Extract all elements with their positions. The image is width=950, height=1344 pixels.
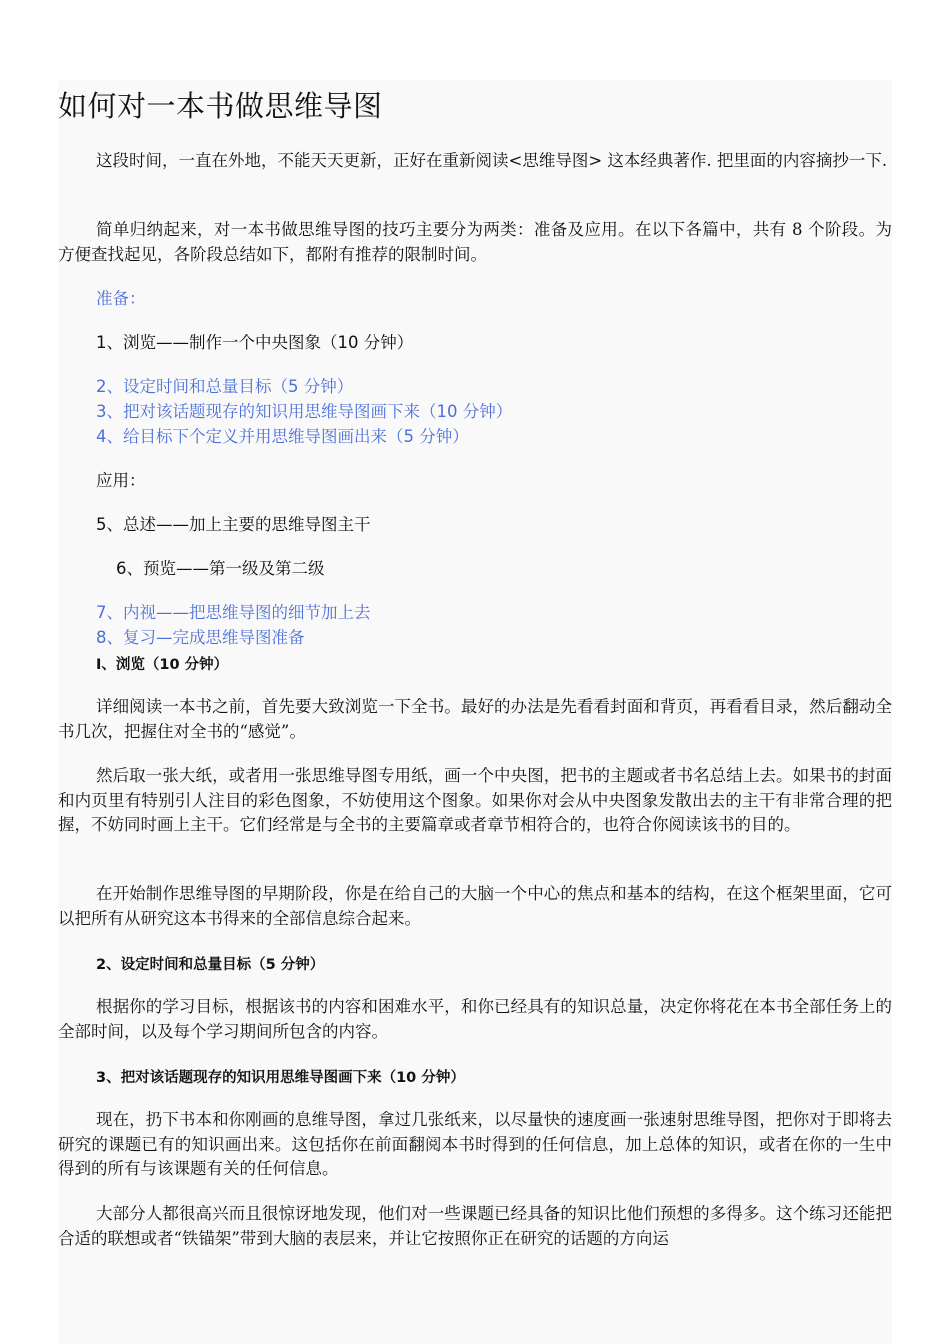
step-2-link[interactable]: 2、设定时间和总量目标（5 分钟） xyxy=(96,377,354,396)
section-2-heading: 2、设定时间和总量目标（5 分钟） xyxy=(96,957,325,973)
apply-label: 应用： xyxy=(96,471,146,490)
intro-paragraph-1: 这段时间，一直在外地，不能天天更新，正好在重新阅读<思维导图> 这本经典著作. 把里面的内容摘抄一下. xyxy=(96,151,888,170)
section-1-paragraph-3: 在开始制作思维导图的早期阶段，你是在给自己的大脑一个中心的焦点和基本的结构，在这个框架里面，它可以把所有从研究这本书得来的全部信息综合起来。 xyxy=(58,884,892,928)
document-title: 如何对一本书做思维导图 xyxy=(58,89,383,123)
section-1-heading: I、浏览（10 分钟） xyxy=(96,657,229,673)
step-7-link[interactable]: 7、内视——把思维导图的细节加上去 xyxy=(96,603,371,622)
section-3-paragraph-2: 大部分人都很高兴而且很惊讶地发现，他们对一些课题已经具备的知识比他们预想的多得多。这个练习还能把合适的联想或者“铁锚架”带到大脑的表层来，并让它按照你正在研究的话题的方向运 xyxy=(58,1204,892,1248)
section-1-paragraph-1: 详细阅读一本书之前，首先要大致浏览一下全书。最好的办法是先看看封面和背页，再看看目录，然后翻动全书几次，把握住对全书的“感觉”。 xyxy=(58,697,892,741)
section-3-paragraph-1: 现在，扔下书本和你刚画的息维导图，拿过几张纸来，以尽量快的速度画一张速射思维导图，把你对于即将去研究的课题已有的知识画出来。这包括你在前面翻阅本书时得到的任何信息，加上总体的知识，或者在你的一生中得到的所有与该课题有关的任何信息。 xyxy=(58,1110,892,1178)
step-8-link[interactable]: 8、复习—完成思维导图准备 xyxy=(96,628,305,647)
step-3-link[interactable]: 3、把对该话题现存的知识用思维导图画下来（10 分钟） xyxy=(96,402,513,421)
step-6: 6、预览——第一级及第二级 xyxy=(116,559,325,578)
step-4-link[interactable]: 4、给目标下个定义并用思维导图画出来（5 分钟） xyxy=(96,427,469,446)
step-1: 1、浏览——制作一个中央图象（10 分钟） xyxy=(96,333,414,352)
section-1-paragraph-2: 然后取一张大纸，或者用一张思维导图专用纸，画一个中央图，把书的主题或者书名总结上去。如果书的封面和内页里有特别引人注目的彩色图象，不妨使用这个图象。如果你对会从中央图象发散出去的主干有非常合理的把握，不妨同时画上主干。它们经常是与全书的主要篇章或者章节相符合的，也符合你阅读该书的目的。 xyxy=(58,766,892,834)
prep-label: 准备： xyxy=(96,289,146,308)
section-3-heading: 3、把对该话题现存的知识用思维导图画下来（10 分钟） xyxy=(96,1070,465,1086)
intro-paragraph-2: 简单归纳起来，对一本书做思维导图的技巧主要分为两类：准备及应用。在以下各篇中，共有 8 个阶段。为方便查找起见，各阶段总结如下，都附有推荐的限制时间。 xyxy=(58,220,892,264)
section-2-paragraph-1: 根据你的学习目标，根据该书的内容和困难水平，和你已经具有的知识总量，决定你将花在本书全部任务上的全部时间，以及每个学习期间所包含的内容。 xyxy=(58,997,892,1041)
step-5: 5、总述——加上主要的思维导图主干 xyxy=(96,515,371,534)
